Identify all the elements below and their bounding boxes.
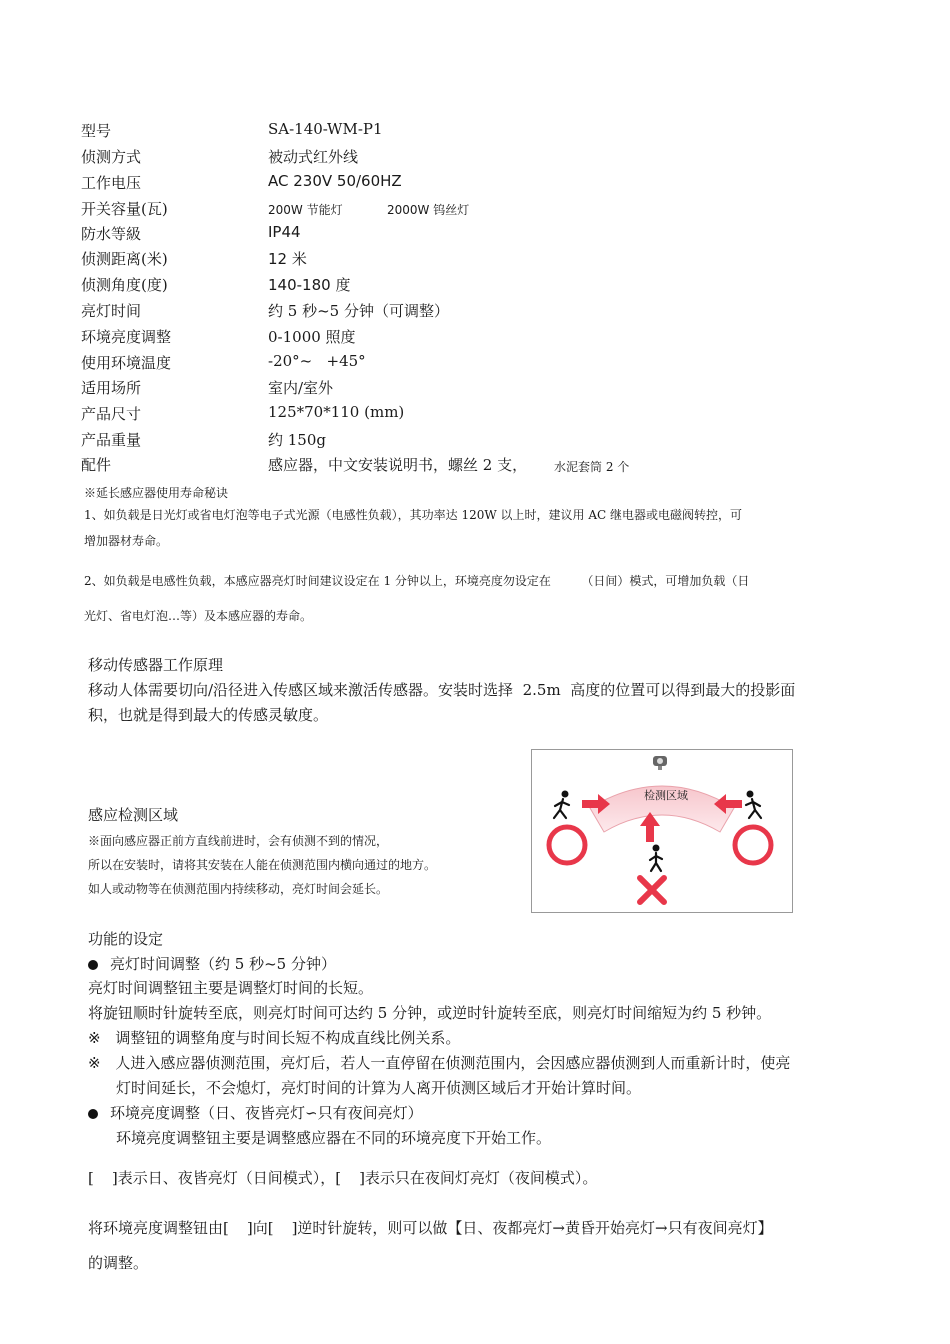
spec-label: 产品尺寸: [81, 405, 142, 423]
person-walking-icon: [650, 845, 662, 872]
spec-label: 型号: [81, 122, 112, 140]
adjust-text: 将环境亮度调整钮由[: [88, 1219, 229, 1237]
lifetips-title: ※延长感应器使用寿命秘诀: [84, 486, 229, 500]
bullet-text: 环境亮度调整（日、夜皆亮灯∽只有夜间亮灯）: [110, 1104, 423, 1122]
spec-value: 0-1000 照度: [268, 328, 356, 346]
settings-line2: 将旋钮顺时针旋转至底，则亮灯时间可达约 5 分钟，或逆时针旋转至底，则亮灯时间缩短为约 5 秒钟。: [88, 1004, 772, 1022]
mode-text: ]表示只在夜间灯亮灯（夜间模式）。: [359, 1169, 598, 1187]
spec-label: 适用场所: [81, 379, 142, 397]
spec-value: 约 150g: [268, 431, 327, 449]
person-walking-icon: [554, 791, 569, 819]
note-item: [88, 1052, 790, 1073]
spec-label: 侦测角度(度): [81, 276, 168, 294]
settings-line3: 环境亮度调整钮主要是调整感应器在不同的环境亮度下开始工作。: [116, 1129, 552, 1147]
principle-line2: 积，也就是得到最大的传感灵敏度。: [88, 706, 329, 724]
lifetip-1-line2: 增加器材寿命。: [84, 534, 169, 548]
spec-value: IP44: [268, 223, 301, 241]
spec-value: 室内/室外: [268, 379, 334, 397]
bullet-item: [88, 1102, 423, 1123]
mode-text: ]表示日、夜皆亮灯（日间模式），[: [111, 1169, 342, 1187]
ok-circle-icon: [735, 827, 771, 863]
diagram-zone-label: 检测区域: [644, 789, 688, 802]
spec-label: 防水等級: [81, 225, 142, 243]
spec-value: 感应器，中文安装说明书，螺丝 2 支，: [268, 456, 528, 474]
spec-label: 亮灯时间: [81, 302, 142, 320]
spec-label: 配件: [81, 456, 112, 474]
spec-value: 200W 节能灯: [268, 203, 343, 217]
spec-value: 140-180 度: [268, 276, 351, 294]
detection-diagram: [531, 749, 793, 913]
spec-value: 被动式红外线: [268, 148, 359, 166]
bullet-icon: [88, 1109, 98, 1119]
note-text: 调整钮的调整角度与时间长短不构成直线比例关系。: [115, 1029, 461, 1047]
sensor-icon: [653, 756, 667, 770]
spec-value: SA-140-WM-P1: [268, 120, 383, 138]
ok-circle-icon: [549, 827, 585, 863]
detection-diagram-svg: [532, 750, 792, 912]
spec-value-secondary: 2000W 钨丝灯: [387, 203, 470, 217]
spec-label: 产品重量: [81, 431, 142, 449]
bullet-item: [88, 953, 336, 974]
settings-line1: 亮灯时间调整钮主要是调整灯时间的长短。: [88, 979, 374, 997]
spec-value: AC 230V 50/60HZ: [268, 172, 402, 190]
bullet-icon: [88, 960, 98, 970]
cross-icon: [640, 878, 664, 902]
spec-value: 125*70*110 (mm): [268, 403, 405, 421]
settings-title: 功能的设定: [88, 930, 164, 948]
principle-line1: 移动人体需要切向/沿径进入传感区域来激活传感器。安装时选择 2.5m 高度的位置可以得到最大的投影面: [88, 681, 796, 699]
spec-label: 环境亮度调整: [81, 328, 172, 346]
spec-value: -20°~ +45°: [268, 352, 366, 370]
note-mark: ※: [88, 1054, 101, 1072]
settings-line5: [88, 1217, 773, 1238]
detection-title: 感应检测区域: [88, 806, 179, 824]
note-mark: ※: [88, 1029, 101, 1047]
detection-line3: 如人或动物等在侦测范围内持续移动，亮灯时间会延长。: [88, 882, 389, 896]
note-text-cont: 灯时间延长，不会熄灯，亮灯时间的计算为人离开侦测区域后才开始计算时间。: [116, 1079, 642, 1097]
lifetip-1-line1: 1、如负载是日光灯或省电灯泡等电子式光源（电感性负载），其功率达 120W 以上时，建议用 AC 继电器或电磁阀转控，可: [84, 508, 742, 522]
bullet-text: 亮灯时间调整（约 5 秒~5 分钟）: [110, 955, 336, 973]
person-walking-icon: [746, 791, 761, 819]
settings-line4: [88, 1167, 597, 1188]
spec-value-secondary: 水泥套筒 2 个: [554, 460, 630, 474]
note-text: 人进入感应器侦测范围，亮灯后，若人一直停留在侦测范围内，会因感应器侦测到人而重新计时，使亮: [115, 1054, 791, 1072]
note-item: [88, 1027, 460, 1048]
spec-label: 开关容量(瓦): [81, 200, 168, 218]
bracket-open: [: [88, 1169, 94, 1187]
adjust-text: ]向[: [246, 1219, 274, 1237]
adjust-text: ]逆时针旋转，则可以做【日、夜都亮灯→黄昏开始亮灯→只有夜间亮灯】: [291, 1219, 773, 1237]
principle-title: 移动传感器工作原理: [88, 656, 224, 674]
spec-value: 12 米: [268, 250, 307, 268]
spec-value: 约 5 秒~5 分钟（可调整）: [268, 302, 449, 320]
lifetip-2-line1: 2、如负载是电感性负载，本感应器亮灯时间建议设定在 1 分钟以上，环境亮度勿设定在 （日间）模式，可增加负载（日: [84, 574, 750, 588]
lifetip-2-line2: 光灯、省电灯泡…等）及本感应器的寿命。: [84, 609, 313, 623]
detection-line2: 所以在安装时，请将其安装在人能在侦测范围内横向通过的地方。: [88, 858, 437, 872]
spec-label: 工作电压: [81, 174, 142, 192]
spec-label: 使用环境温度: [81, 354, 172, 372]
spec-label: 侦测方式: [81, 148, 142, 166]
detection-line1: ※面向感应器正前方直线前进时，会有侦测不到的情况，: [88, 834, 389, 848]
spec-label: 侦测距离(米): [81, 250, 168, 268]
settings-line6: 的调整。: [88, 1254, 149, 1272]
